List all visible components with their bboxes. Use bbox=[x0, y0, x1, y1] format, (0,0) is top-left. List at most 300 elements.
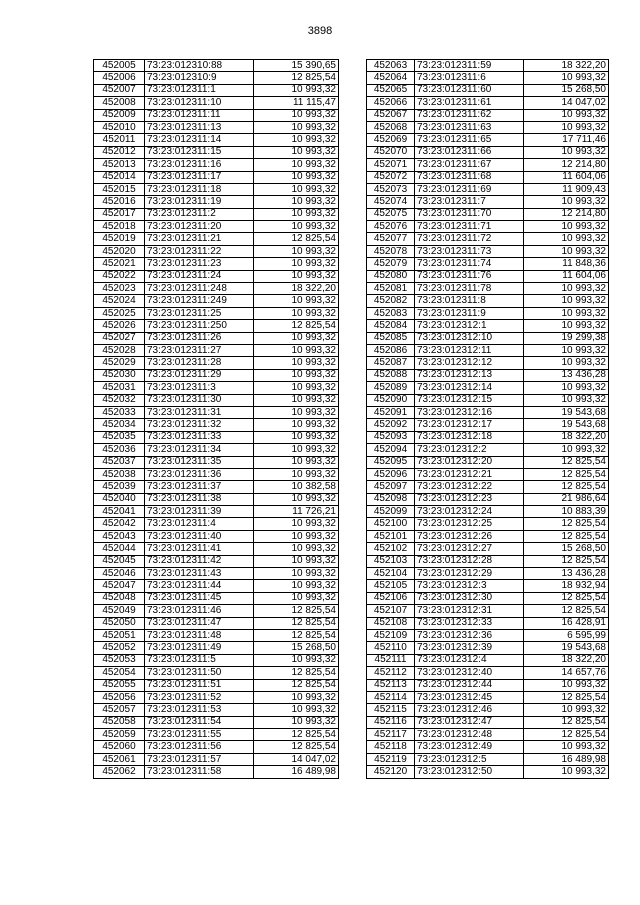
cell-amount: 10 993,32 bbox=[254, 295, 339, 307]
table-row bbox=[367, 159, 609, 171]
table-row bbox=[94, 555, 339, 567]
cell-cadastral-number: 73:23:012311:18 bbox=[145, 183, 254, 195]
cell-cadastral-number: 73:23:012312:26 bbox=[415, 530, 524, 542]
cell-row-number: 452027 bbox=[94, 332, 145, 344]
cell-amount: 10 993,32 bbox=[254, 171, 339, 183]
cell-amount: 10 993,32 bbox=[254, 543, 339, 555]
cell-row-number: 452065 bbox=[367, 84, 415, 96]
cell-row-number: 452097 bbox=[367, 481, 415, 493]
table-row bbox=[367, 382, 609, 394]
cell-amount: 19 543,68 bbox=[524, 642, 609, 654]
cell-amount: 10 993,32 bbox=[254, 530, 339, 542]
cell-row-number: 452040 bbox=[94, 493, 145, 505]
cell-amount: 16 489,98 bbox=[254, 766, 339, 778]
cell-amount: 10 993,32 bbox=[524, 307, 609, 319]
cell-amount: 10 993,32 bbox=[524, 357, 609, 369]
cell-cadastral-number: 73:23:012311:59 bbox=[415, 60, 524, 72]
cell-row-number: 452042 bbox=[94, 518, 145, 530]
cell-cadastral-number: 73:23:012311:78 bbox=[415, 283, 524, 295]
table-row bbox=[94, 72, 339, 84]
cell-cadastral-number: 73:23:012311:70 bbox=[415, 208, 524, 220]
cell-cadastral-number: 73:23:012311:51 bbox=[145, 679, 254, 691]
cell-amount: 16 489,98 bbox=[524, 753, 609, 765]
cell-cadastral-number: 73:23:012311:33 bbox=[145, 431, 254, 443]
cell-amount: 12 825,54 bbox=[254, 679, 339, 691]
cell-amount: 14 657,76 bbox=[524, 667, 609, 679]
table-row bbox=[94, 617, 339, 629]
cell-amount: 12 825,54 bbox=[524, 456, 609, 468]
cell-cadastral-number: 73:23:012311:10 bbox=[145, 97, 254, 109]
cell-row-number: 452085 bbox=[367, 332, 415, 344]
cell-cadastral-number: 73:23:012311:19 bbox=[145, 196, 254, 208]
cell-amount: 18 322,20 bbox=[524, 654, 609, 666]
cell-amount: 10 993,32 bbox=[524, 766, 609, 778]
table-row bbox=[367, 679, 609, 691]
table-row bbox=[94, 208, 339, 220]
cell-row-number: 452098 bbox=[367, 493, 415, 505]
cell-cadastral-number: 73:23:012311:39 bbox=[145, 506, 254, 518]
cell-amount: 10 993,32 bbox=[254, 121, 339, 133]
table-row bbox=[367, 320, 609, 332]
cell-cadastral-number: 73:23:012311:52 bbox=[145, 691, 254, 703]
cell-amount: 17 711,46 bbox=[524, 134, 609, 146]
cell-cadastral-number: 73:23:012311:62 bbox=[415, 109, 524, 121]
cell-amount: 12 214,80 bbox=[524, 208, 609, 220]
cell-cadastral-number: 73:23:012312:39 bbox=[415, 642, 524, 654]
table-row bbox=[367, 642, 609, 654]
cell-cadastral-number: 73:23:012311:61 bbox=[415, 97, 524, 109]
cell-amount: 10 993,32 bbox=[254, 258, 339, 270]
cell-amount: 10 993,32 bbox=[254, 183, 339, 195]
cell-cadastral-number: 73:23:012311:66 bbox=[415, 146, 524, 158]
cell-row-number: 452091 bbox=[367, 406, 415, 418]
cell-amount: 10 993,32 bbox=[254, 245, 339, 257]
cell-cadastral-number: 73:23:012311:1 bbox=[145, 84, 254, 96]
cell-amount: 10 993,32 bbox=[524, 109, 609, 121]
cell-amount: 12 825,54 bbox=[524, 530, 609, 542]
table-row bbox=[94, 654, 339, 666]
table-row bbox=[367, 109, 609, 121]
cell-row-number: 452055 bbox=[94, 679, 145, 691]
table-row bbox=[367, 753, 609, 765]
table-row bbox=[94, 369, 339, 381]
cell-row-number: 452079 bbox=[367, 258, 415, 270]
cell-row-number: 452104 bbox=[367, 568, 415, 580]
cell-cadastral-number: 73:23:012312:44 bbox=[415, 679, 524, 691]
cell-cadastral-number: 73:23:012312:22 bbox=[415, 481, 524, 493]
cell-row-number: 452084 bbox=[367, 320, 415, 332]
table-row bbox=[94, 258, 339, 270]
table-row bbox=[367, 134, 609, 146]
cell-amount: 10 993,32 bbox=[254, 568, 339, 580]
cell-row-number: 452120 bbox=[367, 766, 415, 778]
cell-amount: 10 993,32 bbox=[254, 357, 339, 369]
cell-cadastral-number: 73:23:012311:48 bbox=[145, 629, 254, 641]
table-row bbox=[94, 766, 339, 778]
cell-row-number: 452083 bbox=[367, 307, 415, 319]
cell-row-number: 452015 bbox=[94, 183, 145, 195]
table-row bbox=[94, 679, 339, 691]
cell-amount: 12 825,54 bbox=[524, 481, 609, 493]
cell-row-number: 452112 bbox=[367, 667, 415, 679]
table-row bbox=[94, 493, 339, 505]
table-row bbox=[367, 493, 609, 505]
cell-cadastral-number: 73:23:012311:72 bbox=[415, 233, 524, 245]
cell-amount: 12 825,54 bbox=[524, 691, 609, 703]
table-row bbox=[94, 320, 339, 332]
cell-cadastral-number: 73:23:012311:29 bbox=[145, 369, 254, 381]
table-row bbox=[367, 97, 609, 109]
cell-cadastral-number: 73:23:012311:27 bbox=[145, 344, 254, 356]
cell-cadastral-number: 73:23:012311:24 bbox=[145, 270, 254, 282]
cell-cadastral-number: 73:23:012312:45 bbox=[415, 691, 524, 703]
table-row bbox=[367, 60, 609, 72]
cell-amount: 10 993,32 bbox=[254, 493, 339, 505]
table-row bbox=[94, 468, 339, 480]
cell-row-number: 452021 bbox=[94, 258, 145, 270]
cell-amount: 10 883,39 bbox=[524, 506, 609, 518]
table-row bbox=[94, 456, 339, 468]
table-row bbox=[367, 444, 609, 456]
table-row bbox=[94, 196, 339, 208]
cell-row-number: 452100 bbox=[367, 518, 415, 530]
cell-row-number: 452056 bbox=[94, 691, 145, 703]
cell-cadastral-number: 73:23:012311:31 bbox=[145, 406, 254, 418]
cell-row-number: 452046 bbox=[94, 568, 145, 580]
cell-row-number: 452116 bbox=[367, 716, 415, 728]
cell-amount: 10 993,32 bbox=[524, 394, 609, 406]
cell-cadastral-number: 73:23:012311:60 bbox=[415, 84, 524, 96]
cell-row-number: 452076 bbox=[367, 221, 415, 233]
cell-cadastral-number: 73:23:012311:38 bbox=[145, 493, 254, 505]
table-row bbox=[94, 332, 339, 344]
cell-amount: 10 993,32 bbox=[254, 84, 339, 96]
cell-row-number: 452066 bbox=[367, 97, 415, 109]
table-row bbox=[94, 741, 339, 753]
cell-amount: 10 993,32 bbox=[254, 208, 339, 220]
table-row bbox=[367, 617, 609, 629]
cell-row-number: 452095 bbox=[367, 456, 415, 468]
cell-cadastral-number: 73:23:012311:74 bbox=[415, 258, 524, 270]
cell-row-number: 452019 bbox=[94, 233, 145, 245]
cell-cadastral-number: 73:23:012312:27 bbox=[415, 543, 524, 555]
cell-amount: 13 436,28 bbox=[524, 369, 609, 381]
cell-amount: 10 993,32 bbox=[254, 109, 339, 121]
cell-row-number: 452020 bbox=[94, 245, 145, 257]
cell-cadastral-number: 73:23:012311:15 bbox=[145, 146, 254, 158]
cell-row-number: 452033 bbox=[94, 406, 145, 418]
cell-row-number: 452061 bbox=[94, 753, 145, 765]
cell-row-number: 452037 bbox=[94, 456, 145, 468]
cell-amount: 10 993,32 bbox=[524, 295, 609, 307]
table-row bbox=[94, 629, 339, 641]
cell-row-number: 452074 bbox=[367, 196, 415, 208]
cell-amount: 18 932,94 bbox=[524, 580, 609, 592]
cell-amount: 11 604,06 bbox=[524, 171, 609, 183]
table-row bbox=[367, 629, 609, 641]
cell-amount: 12 825,54 bbox=[254, 729, 339, 741]
table-row bbox=[367, 72, 609, 84]
table-row bbox=[94, 518, 339, 530]
cell-amount: 10 993,32 bbox=[524, 233, 609, 245]
cell-amount: 10 993,32 bbox=[524, 221, 609, 233]
cell-row-number: 452036 bbox=[94, 444, 145, 456]
cell-row-number: 452045 bbox=[94, 555, 145, 567]
cell-row-number: 452072 bbox=[367, 171, 415, 183]
cell-cadastral-number: 73:23:012312:15 bbox=[415, 394, 524, 406]
cell-row-number: 452057 bbox=[94, 704, 145, 716]
cell-cadastral-number: 73:23:012312:17 bbox=[415, 419, 524, 431]
table-row bbox=[94, 605, 339, 617]
table-row bbox=[367, 543, 609, 555]
cell-cadastral-number: 73:23:012312:5 bbox=[415, 753, 524, 765]
table-row bbox=[94, 344, 339, 356]
cell-row-number: 452063 bbox=[367, 60, 415, 72]
table-row bbox=[367, 208, 609, 220]
cell-cadastral-number: 73:23:012312:11 bbox=[415, 344, 524, 356]
cell-row-number: 452088 bbox=[367, 369, 415, 381]
cell-amount: 10 993,32 bbox=[524, 679, 609, 691]
cell-cadastral-number: 73:23:012311:25 bbox=[145, 307, 254, 319]
cell-cadastral-number: 73:23:012311:58 bbox=[145, 766, 254, 778]
cell-row-number: 452114 bbox=[367, 691, 415, 703]
cell-row-number: 452009 bbox=[94, 109, 145, 121]
cell-row-number: 452071 bbox=[367, 159, 415, 171]
cell-amount: 12 825,54 bbox=[254, 667, 339, 679]
cell-row-number: 452092 bbox=[367, 419, 415, 431]
cell-amount: 10 993,32 bbox=[254, 159, 339, 171]
table-row bbox=[367, 121, 609, 133]
table-row bbox=[94, 394, 339, 406]
cell-cadastral-number: 73:23:012312:31 bbox=[415, 605, 524, 617]
cell-amount: 10 993,32 bbox=[254, 468, 339, 480]
cell-amount: 10 993,32 bbox=[524, 245, 609, 257]
cell-amount: 12 825,54 bbox=[524, 729, 609, 741]
table-row bbox=[367, 605, 609, 617]
table-row bbox=[367, 580, 609, 592]
table-row bbox=[367, 741, 609, 753]
table-row bbox=[94, 171, 339, 183]
table-row bbox=[367, 270, 609, 282]
table-row bbox=[367, 667, 609, 679]
cell-amount: 10 993,32 bbox=[254, 270, 339, 282]
table-row bbox=[367, 729, 609, 741]
cell-amount: 10 993,32 bbox=[254, 332, 339, 344]
table-row bbox=[94, 592, 339, 604]
cell-row-number: 452102 bbox=[367, 543, 415, 555]
cell-cadastral-number: 73:23:012311:45 bbox=[145, 592, 254, 604]
cell-cadastral-number: 73:23:012311:73 bbox=[415, 245, 524, 257]
cell-amount: 18 322,20 bbox=[524, 60, 609, 72]
table-row bbox=[94, 691, 339, 703]
cell-amount: 10 993,32 bbox=[524, 704, 609, 716]
left-data-table bbox=[93, 59, 339, 779]
cell-amount: 12 825,54 bbox=[524, 468, 609, 480]
cell-row-number: 452007 bbox=[94, 84, 145, 96]
cell-row-number: 452034 bbox=[94, 419, 145, 431]
cell-cadastral-number: 73:23:012312:47 bbox=[415, 716, 524, 728]
cell-amount: 10 993,32 bbox=[254, 196, 339, 208]
cell-row-number: 452038 bbox=[94, 468, 145, 480]
cell-row-number: 452064 bbox=[367, 72, 415, 84]
cell-cadastral-number: 73:23:012312:12 bbox=[415, 357, 524, 369]
table-row bbox=[367, 233, 609, 245]
table-row bbox=[367, 332, 609, 344]
cell-row-number: 452093 bbox=[367, 431, 415, 443]
cell-amount: 10 993,32 bbox=[254, 382, 339, 394]
cell-row-number: 452082 bbox=[367, 295, 415, 307]
cell-cadastral-number: 73:23:012312:50 bbox=[415, 766, 524, 778]
cell-row-number: 452008 bbox=[94, 97, 145, 109]
cell-amount: 10 993,32 bbox=[254, 555, 339, 567]
cell-cadastral-number: 73:23:012312:18 bbox=[415, 431, 524, 443]
cell-amount: 10 993,32 bbox=[254, 704, 339, 716]
cell-row-number: 452107 bbox=[367, 605, 415, 617]
cell-row-number: 452054 bbox=[94, 667, 145, 679]
cell-row-number: 452096 bbox=[367, 468, 415, 480]
table-row bbox=[94, 357, 339, 369]
table-row bbox=[94, 568, 339, 580]
cell-row-number: 452067 bbox=[367, 109, 415, 121]
cell-amount: 10 993,32 bbox=[254, 344, 339, 356]
cell-cadastral-number: 73:23:012312:2 bbox=[415, 444, 524, 456]
cell-cadastral-number: 73:23:012311:16 bbox=[145, 159, 254, 171]
cell-row-number: 452105 bbox=[367, 580, 415, 592]
cell-row-number: 452111 bbox=[367, 654, 415, 666]
cell-row-number: 452013 bbox=[94, 159, 145, 171]
cell-row-number: 452118 bbox=[367, 741, 415, 753]
table-row bbox=[367, 691, 609, 703]
cell-amount: 12 825,54 bbox=[254, 629, 339, 641]
cell-row-number: 452026 bbox=[94, 320, 145, 332]
cell-amount: 15 268,50 bbox=[524, 84, 609, 96]
cell-cadastral-number: 73:23:012311:6 bbox=[415, 72, 524, 84]
cell-row-number: 452109 bbox=[367, 629, 415, 641]
cell-cadastral-number: 73:23:012311:41 bbox=[145, 543, 254, 555]
table-row bbox=[94, 642, 339, 654]
table-row bbox=[367, 654, 609, 666]
table-row bbox=[94, 506, 339, 518]
cell-amount: 11 848,36 bbox=[524, 258, 609, 270]
cell-cadastral-number: 73:23:012311:4 bbox=[145, 518, 254, 530]
cell-row-number: 452086 bbox=[367, 344, 415, 356]
cell-cadastral-number: 73:23:012312:10 bbox=[415, 332, 524, 344]
table-row bbox=[367, 307, 609, 319]
cell-cadastral-number: 73:23:012311:53 bbox=[145, 704, 254, 716]
cell-row-number: 452029 bbox=[94, 357, 145, 369]
cell-row-number: 452028 bbox=[94, 344, 145, 356]
table-row bbox=[367, 394, 609, 406]
cell-amount: 12 825,54 bbox=[524, 605, 609, 617]
cell-cadastral-number: 73:23:012310:9 bbox=[145, 72, 254, 84]
cell-cadastral-number: 73:23:012312:25 bbox=[415, 518, 524, 530]
table-row bbox=[367, 431, 609, 443]
cell-cadastral-number: 73:23:012311:34 bbox=[145, 444, 254, 456]
table-row bbox=[367, 344, 609, 356]
cell-amount: 10 993,32 bbox=[254, 307, 339, 319]
cell-amount: 11 726,21 bbox=[254, 506, 339, 518]
cell-amount: 10 993,32 bbox=[254, 431, 339, 443]
table-row bbox=[94, 729, 339, 741]
cell-row-number: 452090 bbox=[367, 394, 415, 406]
cell-amount: 12 825,54 bbox=[254, 617, 339, 629]
cell-amount: 12 825,54 bbox=[254, 741, 339, 753]
cell-row-number: 452069 bbox=[367, 134, 415, 146]
cell-amount: 21 986,64 bbox=[524, 493, 609, 505]
cell-row-number: 452049 bbox=[94, 605, 145, 617]
cell-amount: 12 825,54 bbox=[524, 518, 609, 530]
cell-amount: 12 825,54 bbox=[254, 605, 339, 617]
cell-amount: 19 299,38 bbox=[524, 332, 609, 344]
cell-row-number: 452023 bbox=[94, 283, 145, 295]
table-row bbox=[367, 283, 609, 295]
cell-row-number: 452103 bbox=[367, 555, 415, 567]
cell-amount: 10 993,32 bbox=[254, 134, 339, 146]
cell-amount: 10 993,32 bbox=[254, 406, 339, 418]
cell-row-number: 452075 bbox=[367, 208, 415, 220]
cell-row-number: 452014 bbox=[94, 171, 145, 183]
cell-amount: 10 993,32 bbox=[254, 146, 339, 158]
cell-cadastral-number: 73:23:012311:8 bbox=[415, 295, 524, 307]
cell-cadastral-number: 73:23:012311:21 bbox=[145, 233, 254, 245]
cell-amount: 10 993,32 bbox=[254, 592, 339, 604]
cell-amount: 15 268,50 bbox=[254, 642, 339, 654]
cell-amount: 10 993,32 bbox=[254, 716, 339, 728]
cell-amount: 10 993,32 bbox=[254, 456, 339, 468]
cell-cadastral-number: 73:23:012312:3 bbox=[415, 580, 524, 592]
table-row bbox=[94, 233, 339, 245]
cell-cadastral-number: 73:23:012312:21 bbox=[415, 468, 524, 480]
cell-amount: 10 993,32 bbox=[254, 654, 339, 666]
cell-cadastral-number: 73:23:012311:57 bbox=[145, 753, 254, 765]
cell-cadastral-number: 73:23:012311:9 bbox=[415, 307, 524, 319]
cell-row-number: 452077 bbox=[367, 233, 415, 245]
cell-cadastral-number: 73:23:012312:33 bbox=[415, 617, 524, 629]
cell-row-number: 452062 bbox=[94, 766, 145, 778]
table-row bbox=[367, 481, 609, 493]
cell-row-number: 452115 bbox=[367, 704, 415, 716]
cell-cadastral-number: 73:23:012312:30 bbox=[415, 592, 524, 604]
cell-cadastral-number: 73:23:012311:3 bbox=[145, 382, 254, 394]
cell-row-number: 452044 bbox=[94, 543, 145, 555]
cell-cadastral-number: 73:23:012311:20 bbox=[145, 221, 254, 233]
cell-amount: 10 993,32 bbox=[524, 444, 609, 456]
table-row bbox=[94, 146, 339, 158]
cell-cadastral-number: 73:23:012312:40 bbox=[415, 667, 524, 679]
cell-cadastral-number: 73:23:012311:55 bbox=[145, 729, 254, 741]
cell-cadastral-number: 73:23:012311:36 bbox=[145, 468, 254, 480]
cell-row-number: 452043 bbox=[94, 530, 145, 542]
cell-amount: 10 993,32 bbox=[524, 121, 609, 133]
cell-row-number: 452006 bbox=[94, 72, 145, 84]
cell-amount: 6 595,99 bbox=[524, 629, 609, 641]
table-row bbox=[367, 716, 609, 728]
cell-amount: 10 993,32 bbox=[524, 283, 609, 295]
cell-cadastral-number: 73:23:012311:56 bbox=[145, 741, 254, 753]
table-row bbox=[367, 766, 609, 778]
cell-amount: 14 047,02 bbox=[524, 97, 609, 109]
table-row bbox=[367, 183, 609, 195]
cell-cadastral-number: 73:23:012311:2 bbox=[145, 208, 254, 220]
table-row bbox=[367, 357, 609, 369]
table-row bbox=[94, 419, 339, 431]
table-row bbox=[367, 568, 609, 580]
cell-row-number: 452035 bbox=[94, 431, 145, 443]
cell-row-number: 452089 bbox=[367, 382, 415, 394]
cell-cadastral-number: 73:23:012311:42 bbox=[145, 555, 254, 567]
cell-row-number: 452011 bbox=[94, 134, 145, 146]
table-row bbox=[367, 196, 609, 208]
